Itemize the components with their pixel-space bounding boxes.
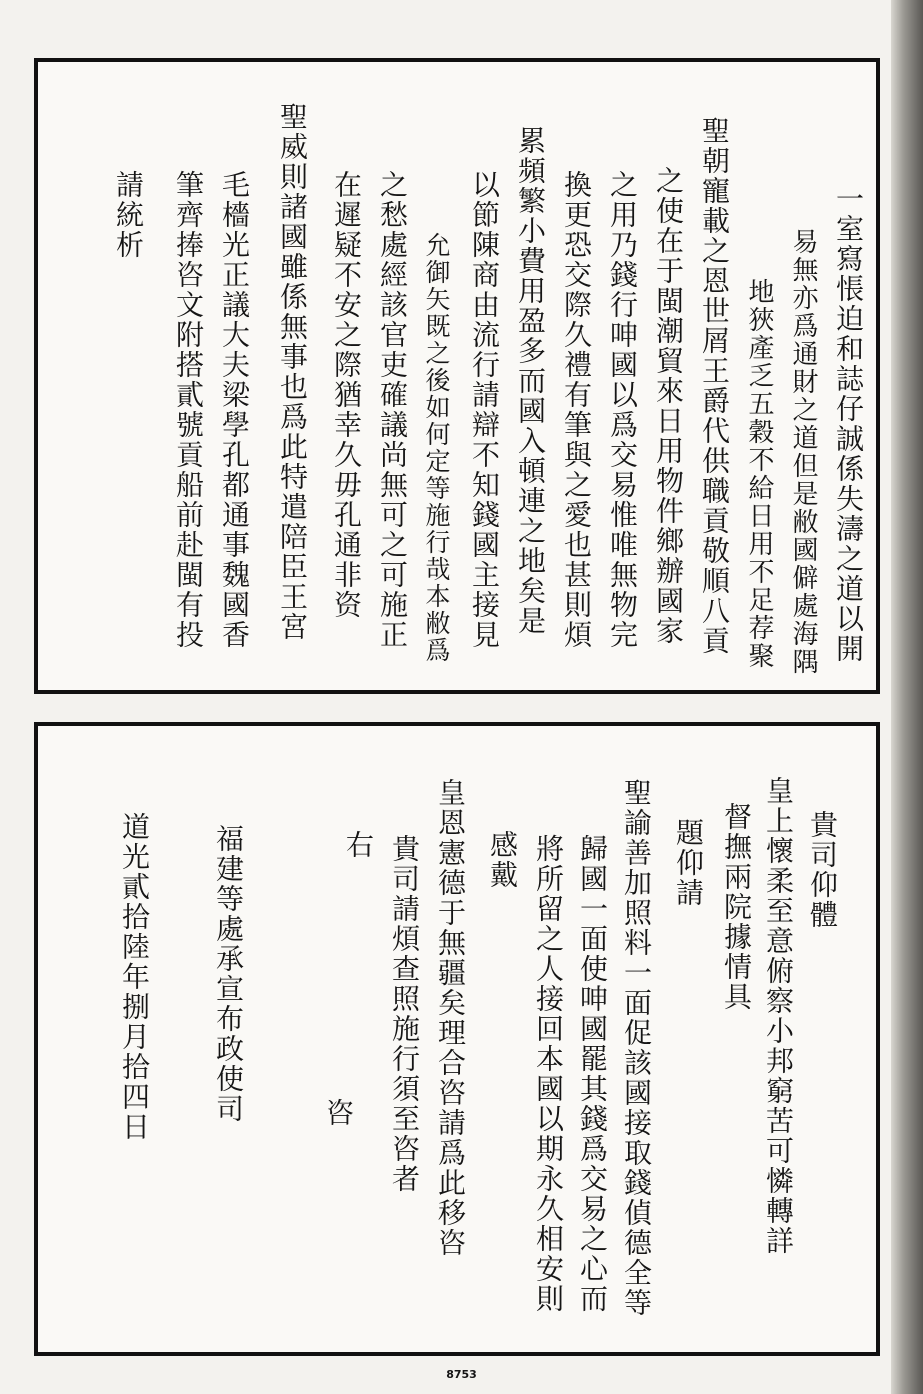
text-column: 督撫兩院據情具 — [720, 802, 753, 1012]
text-column: 在遲疑不安之際猶幸久毋孔通非资 — [330, 170, 363, 620]
text-column: 允御矢既之後如何定等施行哉本敝爲 — [422, 232, 451, 664]
text-column: 聖朝寵載之恩世屑王爵代供職貢敬順八貢 — [698, 116, 731, 656]
text-column: 右 — [342, 830, 375, 860]
text-column: 易無亦爲通財之道但是敝國僻處海隅 — [788, 228, 818, 676]
text-column: 感戴 — [486, 830, 519, 890]
text-column: 歸國一面使呻國罷其錢爲交易之心而 — [576, 834, 609, 1314]
text-column: 換更恐交際久禮有筆與之愛也甚則煩 — [560, 170, 593, 650]
bottom-document-panel — [34, 722, 880, 1356]
page-edge-shadow — [891, 0, 923, 1394]
text-column: 毛檣光正議大夫梁學孔都通事魏國香 — [218, 170, 251, 650]
text-column: 之用乃錢行呻國以爲交易惟唯無物完 — [606, 170, 639, 650]
text-column: 道光貳拾陸年捌月拾四日 — [118, 812, 151, 1142]
text-column: 皇上懷柔至意俯察小邦窮苦可憐轉詳 — [762, 776, 795, 1256]
text-column: 地狹產乏五穀不給日用不足荐聚 — [744, 278, 774, 670]
text-column: 之愁處經該官吏確議尚無可之可施正 — [376, 170, 409, 650]
text-column: 聖威則諸國雖係無事也爲此特遣陪臣王宮 — [276, 102, 309, 642]
text-column: 將所留之人接回本國以期永久相安則 — [532, 834, 565, 1314]
text-column: 貴司請煩查照施行須至咨者 — [388, 834, 421, 1194]
top-document-panel — [34, 58, 880, 694]
text-column: 咨 — [322, 1098, 355, 1128]
text-column: 一室寫悵迫和誌仔誠係失濤之道以開 — [832, 184, 865, 664]
text-column: 福建等處承宣布政使司 — [212, 824, 245, 1124]
text-column: 皇恩憲德于無疆矣理合咨請爲此移咨 — [434, 778, 467, 1258]
text-column: 請統析 — [112, 170, 145, 260]
text-column: 題仰請 — [672, 818, 705, 908]
text-column: 筆齊捧咨文附搭貳號貢船前赴閩有投 — [172, 170, 205, 650]
text-column: 以節陳商由流行請辯不知錢國主接見 — [468, 170, 501, 650]
text-column: 累頻繁小費用盈多而國入頓連之地矣是 — [514, 126, 547, 636]
text-column: 貴司仰體 — [806, 810, 839, 930]
text-column: 之使在于閩潮貿來日用物件鄉辦國家 — [652, 166, 685, 646]
text-column: 聖諭善加照料一面促該國接取錢偵德全等 — [620, 778, 653, 1318]
page-number: 8753 — [446, 1368, 477, 1381]
